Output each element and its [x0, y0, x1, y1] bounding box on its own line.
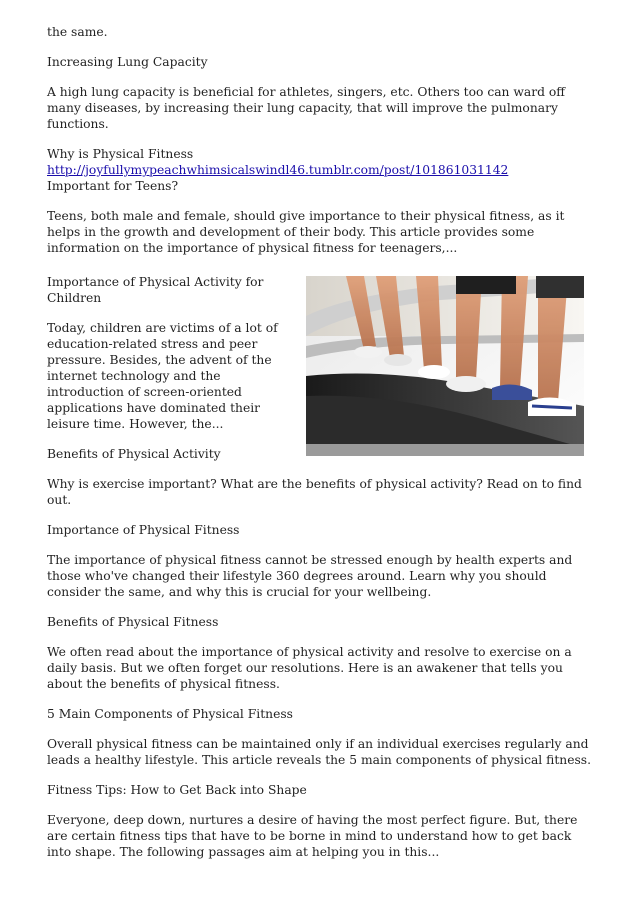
paragraph-teens: Teens, both male and female, should give importance to their physical fitness, as it helps in the growth and development of their body. This article provides some information on the importance of physical fitness for teenagers,...: [47, 209, 565, 255]
paragraph-intro: the same.: [47, 25, 108, 39]
paragraph-benefits-fitness: We often read about the importance of physical activity and resolve to exercise on a daily basis. But we often forget our resolutions. Here is an awakener that tells you about the benefits of physical fitness.: [47, 645, 572, 691]
heading-importance-fitness: Importance of Physical Fitness: [47, 523, 240, 537]
paragraph-importance-fitness: The importance of physical fitness cannot be stressed enough by health experts and those who've changed their lifestyle 360 degrees around. Learn why you should consider the same, and why this is crucial for your wellbeing.: [47, 553, 573, 599]
heading-lung-capacity: Increasing Lung Capacity: [47, 55, 208, 69]
heading-teens-prefix: Why is Physical Fitness: [47, 147, 194, 161]
paragraph-components: Overall physical fitness can be maintained only if an individual exercises regularly and leads a healthy lifestyle. This article reveals the 5 main components of physical fitness.: [47, 737, 592, 767]
heading-components: 5 Main Components of Physical Fitness: [47, 707, 293, 721]
paragraph-children: Today, children are victims of a lot of education-related stress and peer pressure. Besides, the advent of the internet technology and the introduction of screen-oriented applications have dominated their leisure time. However, the...: [47, 321, 278, 431]
heading-teens: [47, 146, 597, 194]
heading-benefits-fitness: Benefits of Physical Fitness: [47, 615, 219, 629]
heading-teens-suffix: Important for Teens?: [47, 179, 179, 193]
heading-children: Importance of Physical Activity for Children: [47, 275, 264, 305]
tumblr-link[interactable]: http://joyfullymypeachwhimsicalswindl46.tumblr.com/post/101861031142: [47, 163, 509, 177]
paragraph-fitness-tips: Everyone, deep down, nurtures a desire of having the most perfect figure. But, there are certain fitness tips that have to be borne in mind to understand how to get back into shape. The following passages aim at helping you in this...: [47, 813, 578, 859]
paragraph-lung-capacity: A high lung capacity is beneficial for athletes, singers, etc. Others too can ward off many diseases, by increasing their lung capacity, that will improve the pulmonary functions.: [47, 85, 566, 131]
heading-benefits-activity: Benefits of Physical Activity: [47, 447, 221, 461]
treadmill-runners-photo: [306, 276, 584, 456]
heading-fitness-tips: Fitness Tips: How to Get Back into Shape: [47, 783, 307, 797]
paragraph-benefits-activity: Why is exercise important? What are the benefits of physical activity? Read on to find out.: [47, 477, 582, 507]
